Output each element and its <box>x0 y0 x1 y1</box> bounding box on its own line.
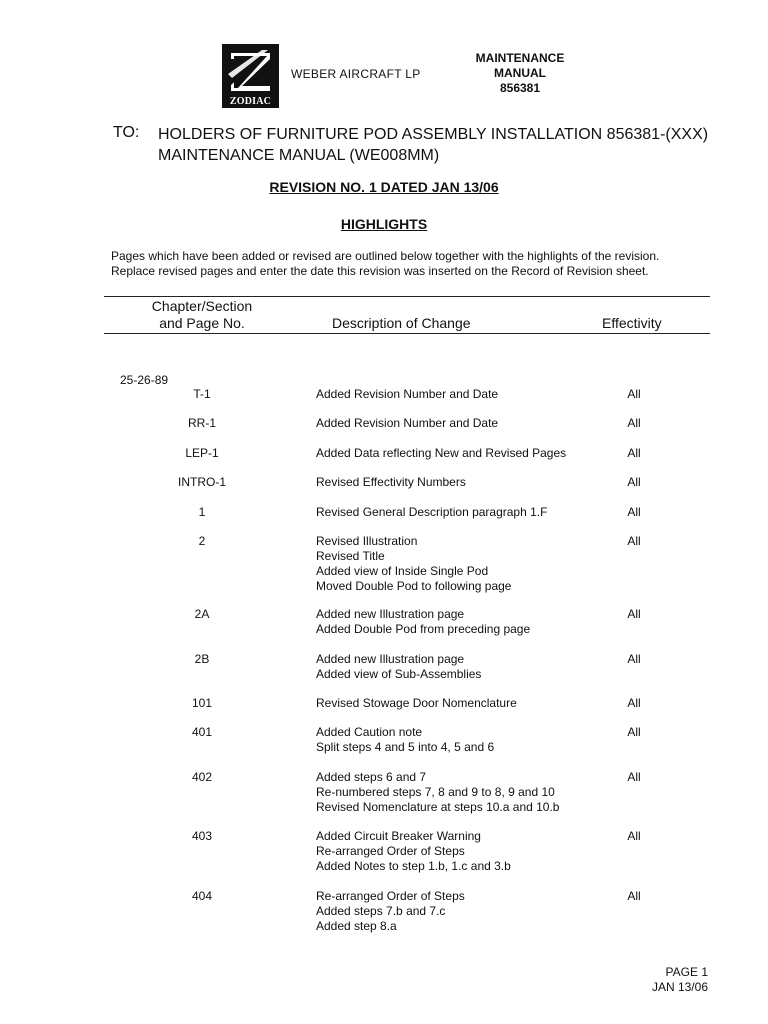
description-line: Added view of Sub-Assemblies <box>316 667 482 681</box>
description-cell <box>316 534 616 594</box>
manual-line: 856381 <box>499 81 541 95</box>
description-cell <box>316 505 616 520</box>
chapter-header-line: and Page No. <box>159 315 245 331</box>
company-name: WEBER AIRCRAFT LP <box>291 67 421 81</box>
page-number-cell: RR-1 <box>187 416 216 430</box>
description-cell <box>316 416 616 431</box>
effectivity-cell: All <box>627 696 641 710</box>
effectivity-cell: All <box>627 770 641 784</box>
effectivity-cell: All <box>627 652 641 666</box>
chapter-header <box>120 298 284 332</box>
to-line: MAINTENANCE MANUAL (WE008MM) <box>158 147 440 164</box>
chapter-header-line: Chapter/Section <box>151 298 253 314</box>
manual-id <box>455 51 585 96</box>
description-cell <box>316 475 616 490</box>
description-cell <box>316 652 616 682</box>
intro-line: Replace revised pages and enter the date this revision was inserted on the Record of Revision sheet. <box>111 264 649 278</box>
description-cell <box>316 446 616 461</box>
page-number-cell: 1 <box>198 505 206 519</box>
description-line: Re-arranged Order of Steps <box>316 844 465 858</box>
description-line: Added new Illustration page <box>316 607 465 621</box>
page-number-cell: 403 <box>191 829 213 843</box>
description-line: Revised Title <box>316 549 385 563</box>
page-number-cell: LEP-1 <box>185 446 219 460</box>
footer-date: JAN 13/06 <box>651 980 708 994</box>
effectivity-cell: All <box>627 475 641 489</box>
description-line: Added Circuit Breaker Warning <box>316 829 481 843</box>
intro-paragraph <box>111 249 659 279</box>
intro-line: Pages which have been added or revised are outlined below together with the highlights of the revision. <box>111 249 660 263</box>
description-line: Added new Illustration page <box>316 652 465 666</box>
description-header: Description of Change <box>332 315 471 331</box>
effectivity-header: Effectivity <box>602 315 662 331</box>
effectivity-cell: All <box>627 505 641 519</box>
description-line: Added Double Pod from preceding page <box>316 622 531 636</box>
description-line: Added Caution note <box>316 725 423 739</box>
description-cell <box>316 770 616 815</box>
page-number-cell: T-1 <box>193 387 211 401</box>
description-line: Revised General Description paragraph 1.F <box>316 505 548 519</box>
description-line: Added steps 7.b and 7.c <box>316 904 446 918</box>
description-cell <box>316 387 616 402</box>
manual-line: MANUAL <box>494 66 546 80</box>
highlights-title: HIGHLIGHTS <box>340 216 428 232</box>
chapter-number: 25-26-89 <box>120 373 169 387</box>
table-header-rule <box>104 333 710 334</box>
page-number-cell: 101 <box>191 696 213 710</box>
page-number-cell: 402 <box>191 770 213 784</box>
effectivity-cell: All <box>627 534 641 548</box>
page-number-cell: 2 <box>198 534 206 548</box>
effectivity-cell: All <box>627 607 641 621</box>
page-number-cell: INTRO-1 <box>178 475 226 489</box>
description-line: Moved Double Pod to following page <box>316 579 512 593</box>
description-line: Added view of Inside Single Pod <box>316 564 489 578</box>
description-line: Re-numbered steps 7, 8 and 9 to 8, 9 and 10 <box>316 785 555 799</box>
description-line: Added Notes to step 1.b, 1.c and 3.b <box>316 859 511 873</box>
effectivity-cell: All <box>627 387 641 401</box>
description-cell <box>316 725 616 755</box>
description-cell <box>316 829 616 874</box>
description-line: Added Data reflecting New and Revised Pages <box>316 446 567 460</box>
effectivity-cell: All <box>627 829 641 843</box>
description-line: Added step 8.a <box>316 919 397 933</box>
description-line: Added Revision Number and Date <box>316 416 499 430</box>
page-number-cell: 2A <box>194 607 210 621</box>
to-line: HOLDERS OF FURNITURE POD ASSEMBLY INSTALLATION 856381-(XXX) <box>158 126 709 143</box>
effectivity-cell: All <box>627 889 641 903</box>
description-cell <box>316 607 616 637</box>
description-line: Revised Stowage Door Nomenclature <box>316 696 517 710</box>
manual-line: MAINTENANCE <box>475 51 565 65</box>
table-top-rule <box>104 296 710 297</box>
page-number-cell: 2B <box>194 652 210 666</box>
description-cell <box>316 889 616 934</box>
page-number: PAGE 1 <box>665 965 708 979</box>
effectivity-cell: All <box>627 446 641 460</box>
description-line: Added steps 6 and 7 <box>316 770 427 784</box>
page-number-cell: 404 <box>191 889 213 903</box>
description-cell <box>316 696 616 711</box>
description-line: Revised Illustration <box>316 534 418 548</box>
effectivity-cell: All <box>627 416 641 430</box>
effectivity-cell: All <box>627 725 641 739</box>
page-footer <box>620 965 708 995</box>
description-line: Re-arranged Order of Steps <box>316 889 465 903</box>
logo-wordmark: ZODIAC <box>229 96 272 107</box>
to-recipients <box>158 124 708 166</box>
page-number-cell: 401 <box>191 725 213 739</box>
description-line: Revised Nomenclature at steps 10.a and 10.b <box>316 800 560 814</box>
description-line: Revised Effectivity Numbers <box>316 475 466 489</box>
revision-title: REVISION NO. 1 DATED JAN 13/06 <box>269 179 499 195</box>
description-line: Split steps 4 and 5 into 4, 5 and 6 <box>316 740 495 754</box>
description-line: Added Revision Number and Date <box>316 387 499 401</box>
to-label: TO: <box>113 124 140 141</box>
